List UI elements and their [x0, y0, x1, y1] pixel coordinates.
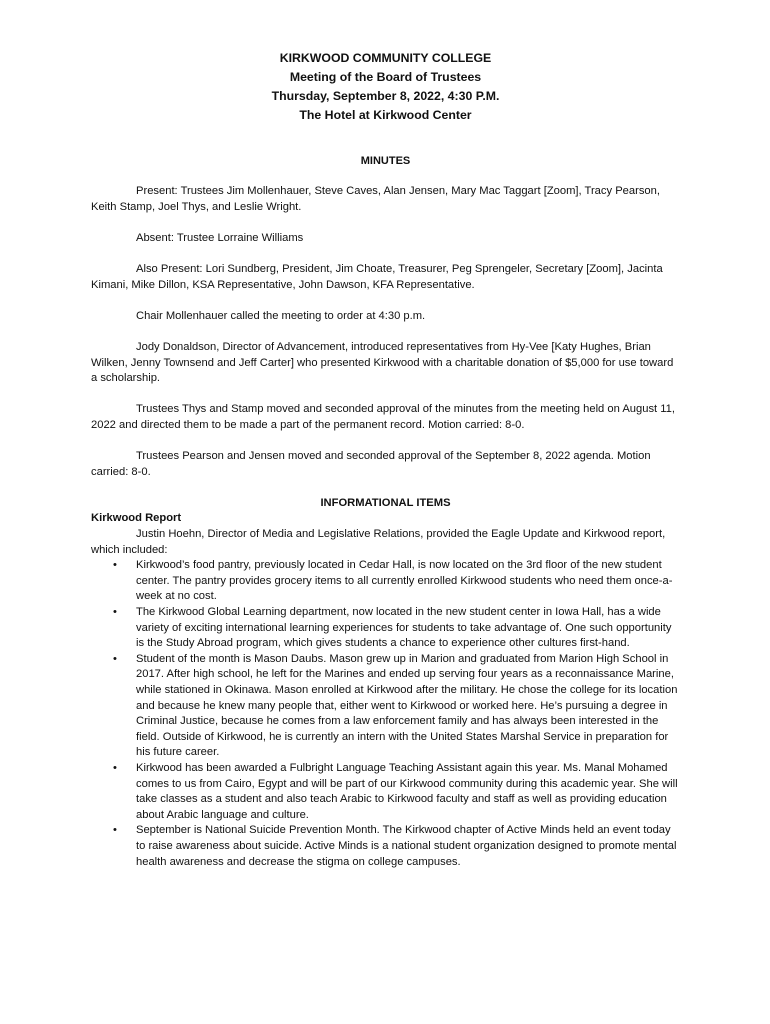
bullet-icon: • [113, 652, 117, 665]
meeting-title: Meeting of the Board of Trustees [289, 70, 482, 84]
meeting-date: Thursday, September 8, 2022, 4:30 P.M. [271, 89, 500, 103]
list-item-text: Student of the month is Mason Daubs. Mason grew up in Marion and graduated from Marion High School in 2017. After high school, he left for the Marines and ended up serving four years as a reconnaissance Marine, while stationed in Okinawa. Mason enrolled at Kirkwood after the military. He chose the college for its location and because he knew many people that, either went to Kirkwood or worked here. He’s pursuing a degree in Criminal Justice, because he comes from a law enforcement family and has always been interested in the field. Outside of Kirkwood, he is currently an intern with the United States Marshal Service in preparation for his future career. [136, 652, 678, 759]
absent-paragraph: Absent: Trustee Lorraine Williams [136, 231, 304, 244]
call-to-order-paragraph: Chair Mollenhauer called the meeting to order at 4:30 p.m. [136, 309, 426, 322]
document-header [91, 49, 680, 125]
agenda-approval-paragraph: Trustees Pearson and Jensen moved and seconded approval of the September 8, 2022 agenda. Motion carried: 8-0. [91, 450, 651, 478]
informational-items-heading: INFORMATIONAL ITEMS [320, 496, 451, 509]
minutes-approval-paragraph: Trustees Thys and Stamp moved and seconded approval of the minutes from the meeting held on August 11, 2022 and directed them to be made a part of the permanent record. Motion carried: 8-0. [91, 403, 675, 431]
present-paragraph: Present: Trustees Jim Mollenhauer, Steve Caves, Alan Jensen, Mary Mac Taggart [Zoom], Tracy Pearson, Keith Stamp, Joel Thys, and Leslie Wright. [91, 185, 660, 213]
meeting-location: The Hotel at Kirkwood Center [299, 108, 472, 122]
list-item [113, 558, 680, 605]
minutes-body [91, 184, 680, 870]
list-item [113, 761, 680, 823]
list-item-text: Kirkwood has been awarded a Fulbright Language Teaching Assistant again this year. Ms. Manal Mohamed comes to us from Cairo, Egypt and will be part of our Kirkwood community during this academic year. She will take classes as a student and also teach Arabic to Kirkwood faculty and staff as well as providing education about Arabic language and culture. [136, 761, 678, 821]
bullet-icon: • [113, 761, 117, 774]
list-item-text: Kirkwood’s food pantry, previously located in Cedar Hall, is now located on the 3rd floor of the new student center. The pantry provides grocery items to all currently enrolled Kirkwood students who need them once-a-week at no cost. [136, 559, 673, 603]
list-item-text: September is National Suicide Prevention Month. The Kirkwood chapter of Active Minds held an event today to raise awareness about suicide. Active Minds is a national student organization designed to promote mental health awareness and decrease the stigma on college campuses. [136, 824, 677, 868]
kirkwood-report-heading: Kirkwood Report [91, 512, 182, 525]
minutes-heading: MINUTES [360, 155, 411, 167]
bullet-icon: • [113, 559, 117, 572]
also-present-paragraph: Also Present: Lori Sundberg, President, Jim Choate, Treasurer, Peg Sprengeler, Secretary [Zoom], Jacinta Kimani, Mike Dillon, KSA Representative, John Dawson, KFA Representative. [91, 262, 663, 291]
donation-paragraph: Jody Donaldson, Director of Advancement, introduced representatives from Hy-Vee [Katy Hughes, Brian Wilken, Jenny Townsend and Jeff Carter] who presented Kirkwood with a charitable donation of $5,000 for use toward a scholarship. [91, 340, 674, 385]
report-bullet-list [91, 558, 680, 870]
list-item [113, 605, 680, 652]
bullet-icon: • [113, 606, 117, 619]
list-item [113, 823, 680, 870]
college-name: KIRKWOOD COMMUNITY COLLEGE [279, 51, 492, 65]
list-item-text: The Kirkwood Global Learning department, now located in the new student center in Iowa Hall, has a wide variety of exciting international learning experiences for students to take advantage of. One such opportunity is the Study Abroad program, which gives students a chance to experience other cultures first-hand. [136, 606, 672, 650]
report-intro: Justin Hoehn, Director of Media and Legislative Relations, provided the Eagle Update and Kirkwood report, which included: [91, 528, 666, 556]
bullet-icon: • [113, 824, 117, 837]
list-item [113, 652, 680, 761]
